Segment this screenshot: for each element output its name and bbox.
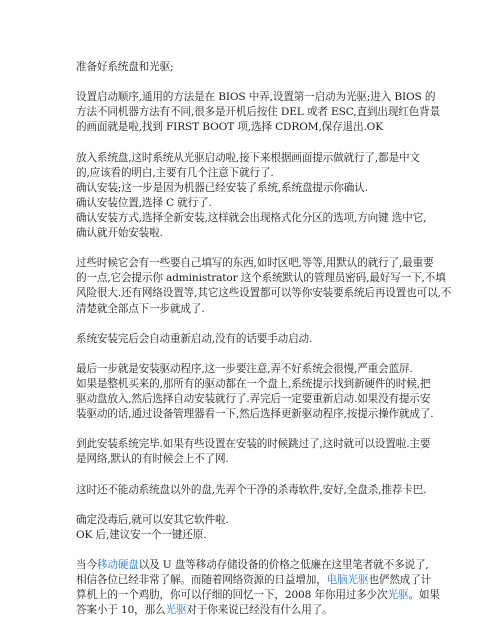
inline-link[interactable]: 光驱 bbox=[387, 589, 409, 602]
text-line bbox=[76, 528, 448, 543]
text-segment: 答案小于 10，那么 bbox=[76, 604, 166, 617]
text-segment: 也俨然成了计 bbox=[368, 574, 432, 587]
paragraph bbox=[76, 90, 448, 135]
text-line bbox=[76, 105, 448, 120]
text-segment: 方法不同机器方法有不同,很多是开机后按住 DEL 或者 ESC,直到出现红色背景 bbox=[76, 106, 441, 119]
text-line bbox=[76, 60, 448, 75]
inline-link[interactable]: 光驱 bbox=[165, 604, 187, 617]
inline-link[interactable]: 电脑光驱 bbox=[326, 574, 369, 587]
paragraph bbox=[76, 362, 448, 422]
text-segment: 风险很大.还有网络设置等,其它这些设置都可以等你安装要系统后再设置也可以,不 bbox=[76, 287, 452, 300]
text-segment: 这时还不能动系统盘以外的盘,先弄个干净的杀毒软件,安好,全盘杀,推荐卡巴. bbox=[76, 483, 427, 496]
text-segment: 到此安装系统完毕.如果有些设置在安装的时候跳过了,这时就可以设置啦.主要 bbox=[76, 438, 431, 451]
text-line bbox=[76, 211, 448, 226]
paragraph bbox=[76, 256, 452, 316]
text-segment: 确认安装方式,选择全新安装,这样就会出现格式化分区的选项,方向键 选中它, bbox=[76, 211, 427, 224]
text-segment: 清楚就全部点下一步就成了. bbox=[76, 302, 205, 315]
text-segment: 准备好系统盘和光驱; bbox=[76, 61, 174, 73]
text-line bbox=[76, 483, 448, 498]
paragraph bbox=[76, 513, 448, 543]
text-segment: 确认就开始安装啦. bbox=[76, 227, 163, 240]
paragraph bbox=[76, 483, 448, 498]
text-line bbox=[76, 151, 448, 166]
text-line bbox=[76, 573, 448, 588]
text-segment: 对于你来说已经没有什么用了。 bbox=[186, 604, 333, 617]
text-line bbox=[76, 332, 448, 347]
text-segment: 确认安装位置,选择 C 就行了. bbox=[76, 196, 212, 209]
text-line bbox=[76, 120, 448, 135]
text-line bbox=[76, 513, 448, 528]
text-segment: 放入系统盘,这时系统从光驱启动啦,接下来根据画面提示做就行了,都是中文 bbox=[76, 151, 420, 164]
text-line bbox=[76, 603, 448, 618]
text-line bbox=[76, 166, 448, 181]
text-line bbox=[76, 437, 448, 452]
text-segment: 算机上的一个鸡肋，你可以仔细的回忆一下，2008 年你用过多少次 bbox=[76, 589, 388, 602]
text-segment: 的,应该看的明白,主要有几个注意下就行了. bbox=[76, 166, 274, 179]
text-segment: 装驱动的话,通过设备管理器看一下,然后选择更新驱动程序,按提示操作就成了. bbox=[76, 408, 434, 421]
text-segment: 确定没毒后,就可以安其它软件啦. bbox=[76, 513, 229, 526]
text-segment: 的画面就是啦,找到 FIRST BOOT 项,选择 CDROM,保存退出.OK bbox=[76, 121, 383, 134]
text-segment: 系统安装完后会自动重新启动,没有的话要手动启动. bbox=[76, 332, 313, 345]
text-line bbox=[76, 286, 452, 301]
text-line bbox=[76, 181, 448, 196]
text-line bbox=[76, 407, 448, 422]
text-segment: 最后一步就是安装驱动程序,这一步要注意,弄不好系统会很慢,严重会蓝屏. bbox=[76, 362, 413, 375]
text-line bbox=[76, 452, 448, 467]
paragraph bbox=[76, 332, 448, 347]
text-line bbox=[76, 302, 448, 317]
paragraph bbox=[76, 151, 448, 242]
text-segment: 如果是整机买来的,那所有的驱动都在一个盘上,系统提示找到新硬件的时候,把 bbox=[76, 377, 431, 390]
text-segment: 设置启动顺序,通用的方法是在 BIOS 中弄,设置第一启动为光驱;进入 BIOS 的 bbox=[76, 91, 436, 104]
text-segment: 。如果 bbox=[408, 589, 440, 602]
text-line bbox=[76, 226, 448, 241]
text-line bbox=[76, 90, 448, 105]
text-line bbox=[76, 377, 448, 392]
text-segment: 以及 U 盘等移动存储设备的价格之低廉在这里笔者就不多说了, bbox=[138, 559, 429, 572]
text-segment: 确认安装;这一步是因为机器已经安装了系统,系统盘提示你确认. bbox=[76, 181, 368, 194]
text-segment: 相信各位已经非常了解。而随着网络资源的日益增加， bbox=[76, 574, 327, 587]
text-line bbox=[76, 271, 448, 286]
text-segment: 过些时候它会有一些要自己填写的东西,如时区吧,等等,用默认的就行了,最重要 bbox=[76, 257, 434, 270]
text-line bbox=[76, 196, 448, 211]
paragraph bbox=[76, 60, 448, 75]
text-line bbox=[76, 256, 448, 271]
text-segment: OK 后,建议安一个一键还原. bbox=[76, 528, 207, 541]
text-line bbox=[76, 392, 448, 407]
text-line bbox=[76, 362, 448, 377]
paragraph bbox=[76, 558, 448, 618]
document-body bbox=[76, 60, 452, 618]
text-line bbox=[76, 588, 448, 603]
inline-link[interactable]: 移动硬盘 bbox=[96, 559, 139, 572]
text-segment: 驱动盘放入,然后选择自动安装就行了.弄完后一定要重新启动.如果没有提示安 bbox=[76, 393, 431, 406]
text-segment: 的一点,它会提示你 administrator 这个系统默认的管理员密码,最好写一下,不填 bbox=[76, 272, 446, 285]
text-segment: 当今 bbox=[76, 559, 97, 572]
text-segment: 是网络,默认的有时候会上不了网. bbox=[76, 453, 229, 466]
paragraph bbox=[76, 437, 448, 467]
